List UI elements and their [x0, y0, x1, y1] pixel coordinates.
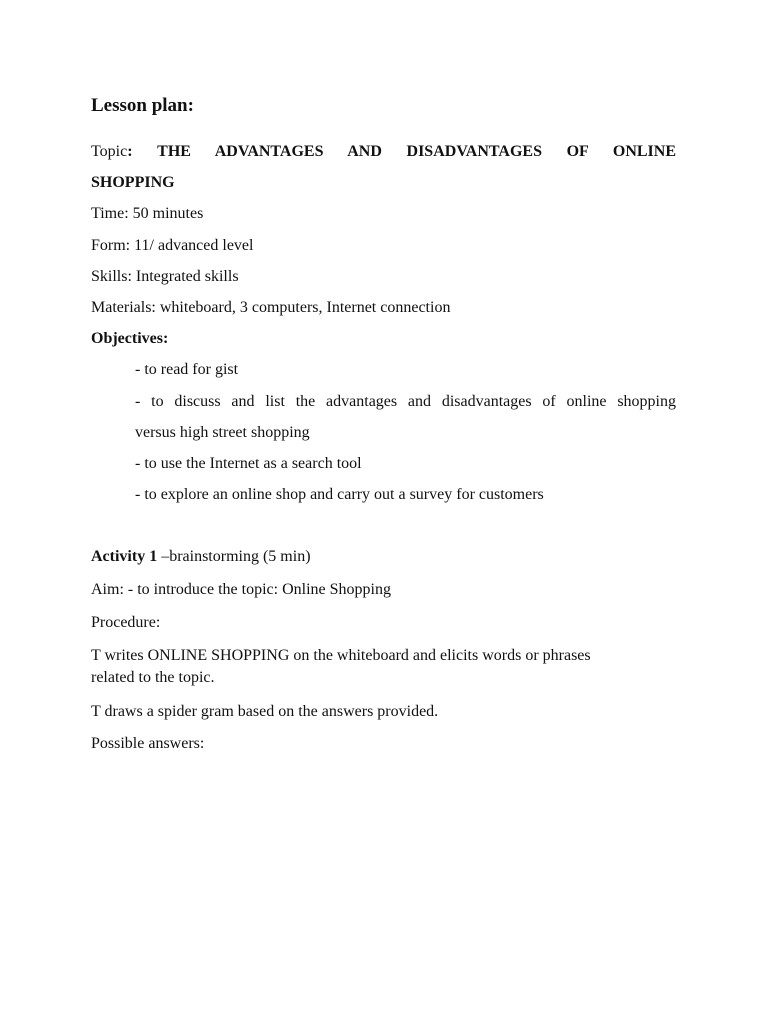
activity1-title — [91, 545, 676, 569]
objective-item: - to use the Internet as a search tool — [135, 455, 362, 472]
activity1-step1-line1: T writes ONLINE SHOPPING on the whiteboard and elicits words or phrases — [91, 647, 591, 664]
activity1-description: –brainstorming (5 min) — [157, 548, 311, 565]
materials-line: Materials: whiteboard, 3 computers, Internet connection — [91, 299, 451, 316]
form-line: Form: 11/ advanced level — [91, 237, 254, 254]
skills-line: Skills: Integrated skills — [91, 268, 239, 285]
activity1-label: Activity 1 — [91, 548, 158, 565]
time-line: Time: 50 minutes — [91, 205, 204, 222]
objective-item: - to discuss and list the advantages and disadvantages of online shopping — [135, 393, 676, 410]
topic-title-line1: THE ADVANTAGES AND DISADVANTAGES OF ONLINE — [157, 143, 676, 160]
topic-title-line2: SHOPPING — [91, 174, 175, 191]
objective-item: - to explore an online shop and carry out a survey for customers — [135, 486, 544, 503]
objective-item-continued: versus high street shopping — [135, 424, 310, 441]
objective-item: - to read for gist — [135, 361, 239, 378]
activity1-possible-answers: Possible answers: — [91, 735, 205, 752]
activity1-step2: T draws a spider gram based on the answers provided. — [91, 703, 439, 720]
lesson-plan-heading: Lesson plan: — [91, 95, 194, 116]
topic-label: Topic — [91, 143, 128, 160]
activity1-step1-line2: related to the topic. — [91, 669, 215, 686]
objectives-label: Objectives: — [91, 330, 169, 347]
topic-line — [91, 140, 676, 164]
activity1-aim: Aim: - to introduce the topic: Online Shopping — [91, 581, 391, 598]
topic-colon: : — [127, 143, 133, 160]
activity1-procedure-label: Procedure: — [91, 614, 161, 631]
